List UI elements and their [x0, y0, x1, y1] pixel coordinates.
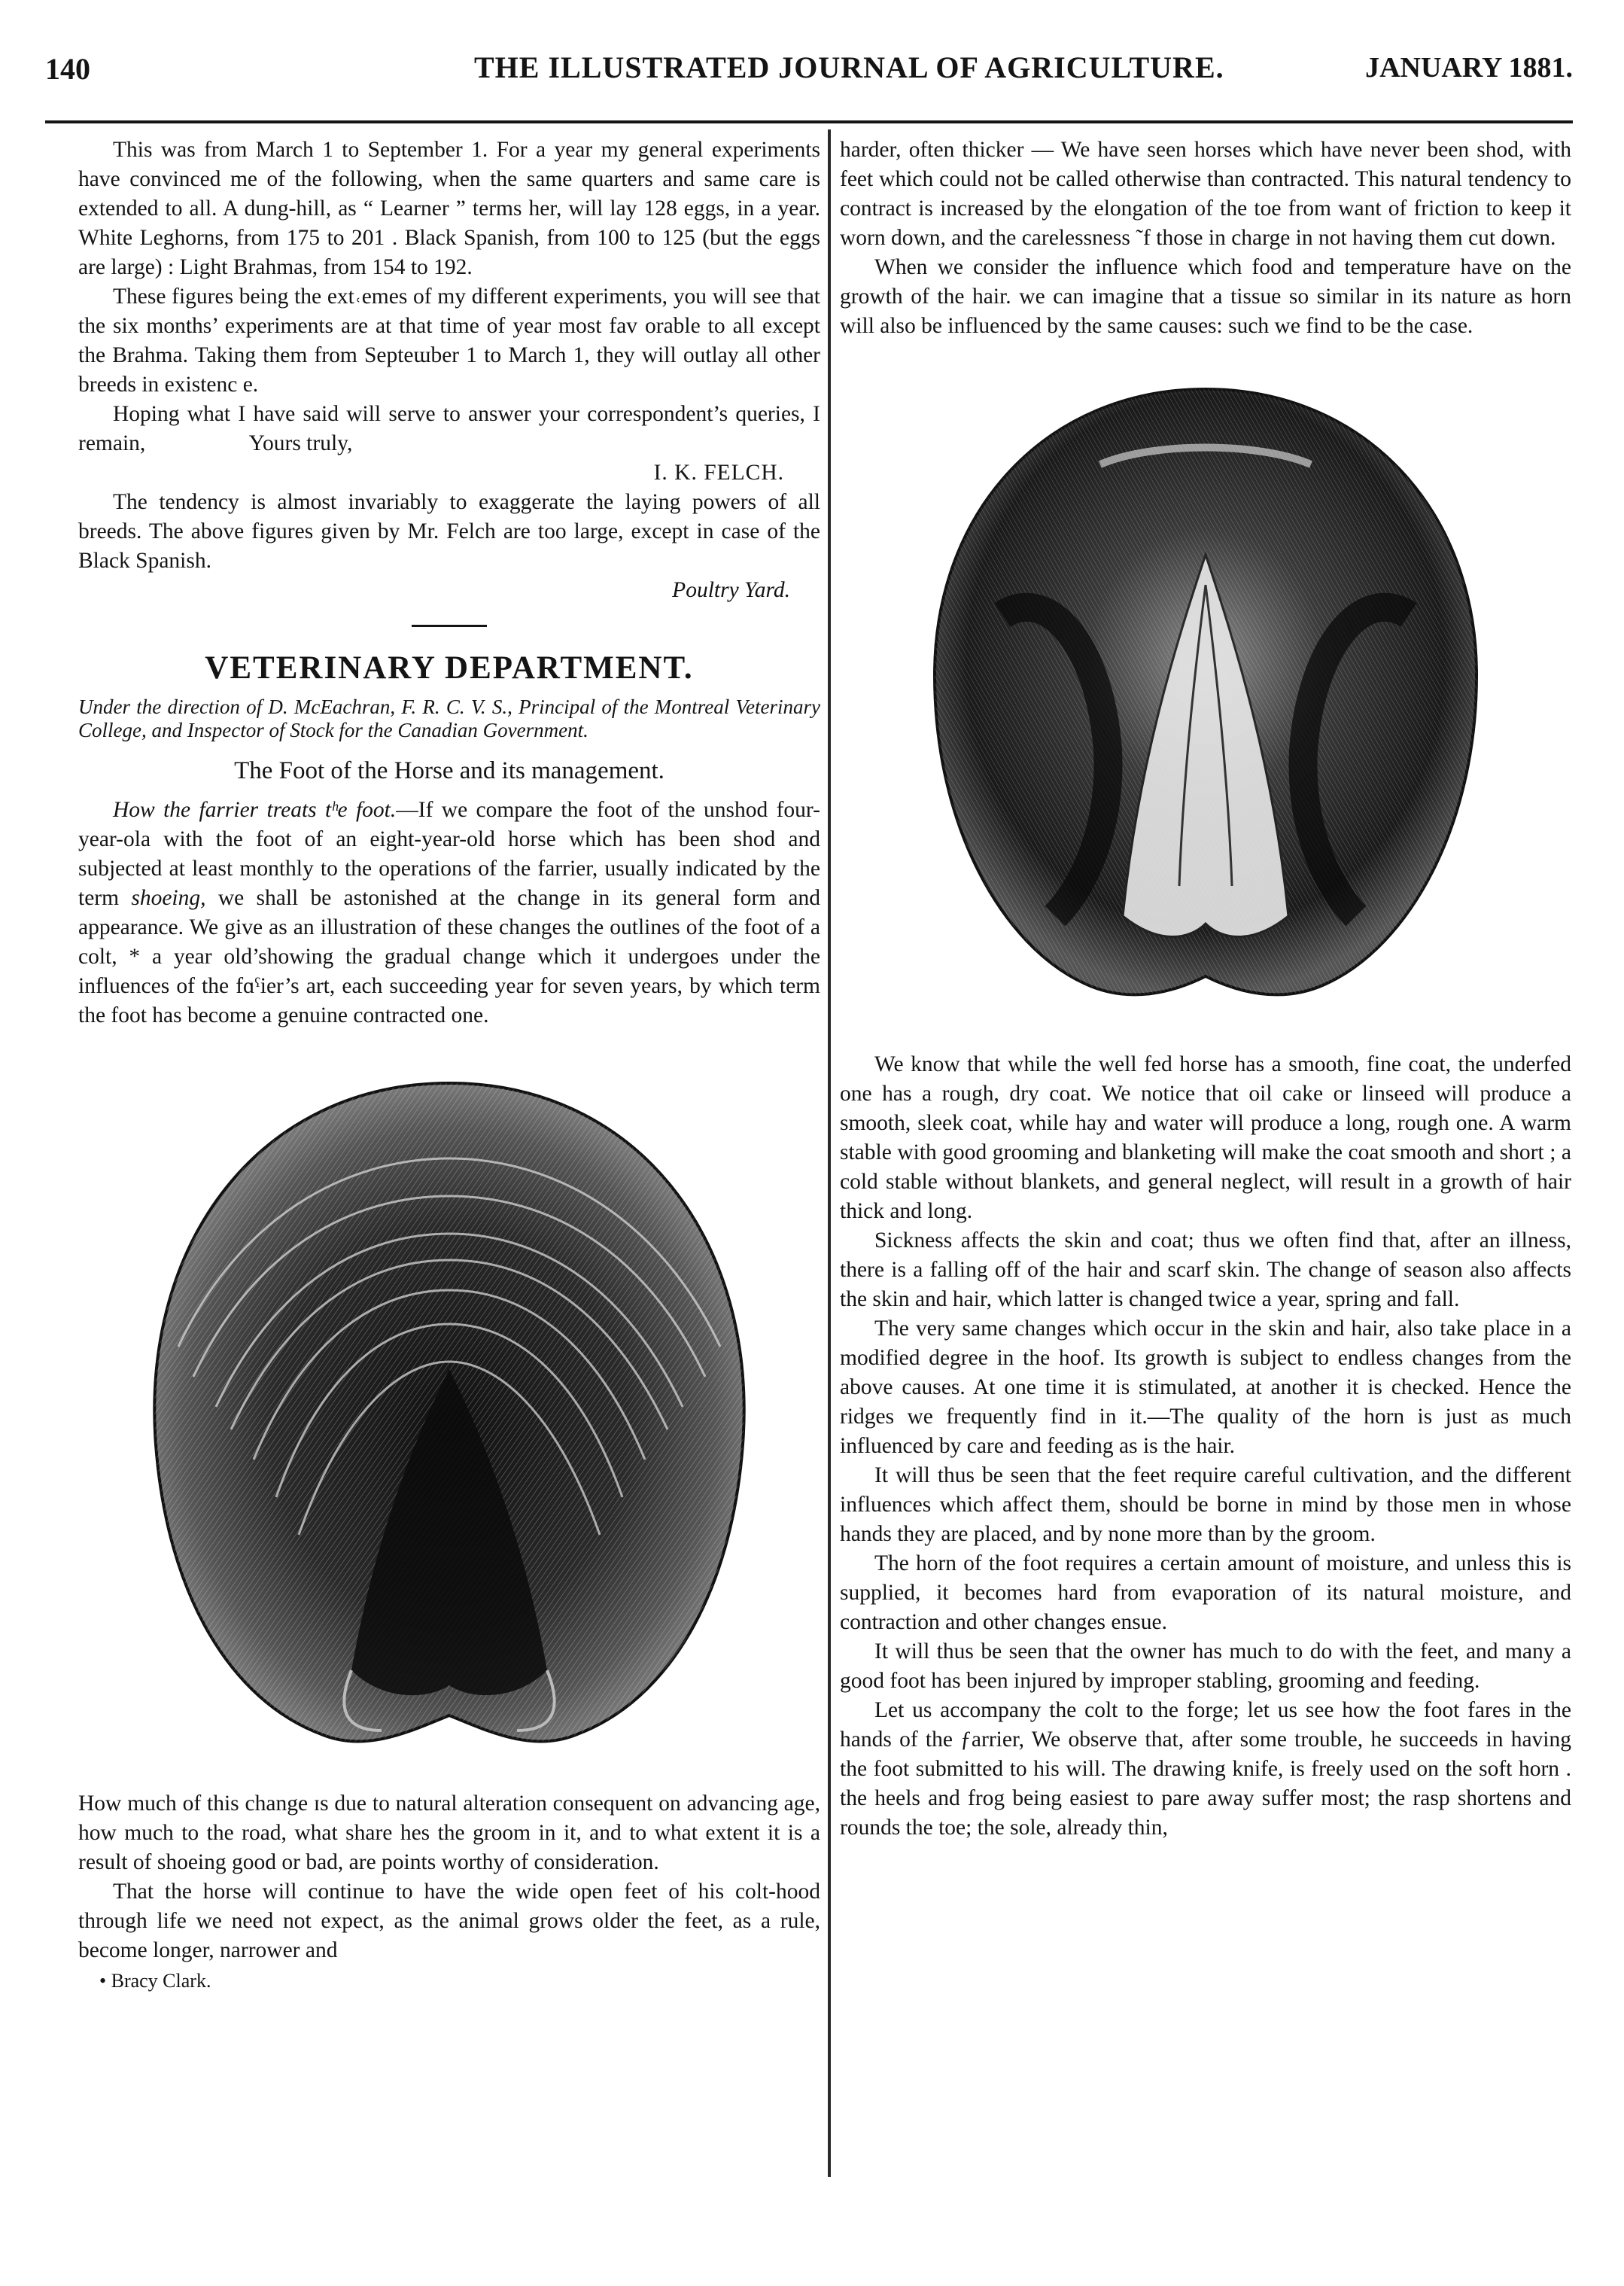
paragraph: How much of this change ɪs due to natural alteration consequent on advancing age, how much to the road, what share hes the groom in it, and to what extent it is a result of shoeing good or bad, are points worthy of consideration. [78, 1791, 820, 1874]
paragraph: The tendency is almost invariably to exaggerate the laying powers of all breeds. The above figures given by Mr. Felch are too large, except in case of the Black Spanish. [78, 490, 820, 573]
signature-line [78, 458, 820, 488]
footnote: • Bracy Clark. [99, 1970, 211, 1992]
paragraph: Let us accompany the colt to the forge; let us see how the foot fares in the hands of the ƒarrier, We observe that, after some trouble, he succeeds in having the foot submitted to his will. The drawing knife, is freely used on the soft horn . the heels and frog being easiest to pare away suffer most; the rasp shortens and rounds the toe; the sole, already thin, [840, 1698, 1571, 1840]
paragraph: Sickness affects the skin and coat; thus we often find that, after an illness, there is a falling off of the hair and scarf skin. The change of season also affects the skin and hair, which latter is changed twice a year, spring and fall. [840, 1228, 1571, 1311]
section-title: VETERINARY DEPARTMENT. [205, 650, 694, 686]
article-title: The Foot of the Horse and its management. [234, 757, 665, 784]
signature: I. K. FELCH. [653, 461, 784, 485]
contracted-hoof-illustration [882, 359, 1529, 1036]
issue-date: JANUARY 1881. [1365, 52, 1573, 84]
paragraph: harder, often thicker — We have seen horses which have never been shod, with feet which could not be called otherwise than contracted. This natural tendency to contract is increased by the elongation of the toe from want of friction to keep it worn down, and the carelessness ˜f those in charge in not having them cut down. [840, 138, 1571, 250]
article-lead: How the farrier treats tʰe foot. [113, 798, 397, 822]
header-rule [45, 120, 1573, 123]
right-column [840, 135, 1571, 1843]
paragraph: We know that while the well fed horse has a smooth, fine coat, the underfed one has a rough, dry coat. We notice that oil cake or linseed will produce a smooth, sleek coat, while hay and water will produce a long, rough one. A warm stable with good grooming and blanketing will make the coat smooth and short ; a cold stable without blankets, and general neglect, will result in a growth of hair thick and long. [840, 1052, 1571, 1223]
page-header [45, 45, 1573, 99]
paragraph [78, 400, 820, 458]
page-number: 140 [45, 52, 90, 86]
source-credit: Poultry Yard. [672, 578, 790, 602]
paragraph: When we consider the influence which food and temperature have on the growth of the hair. we can imagine that a tissue so similar in its nature as horn will also be influenced by the same causes: such we find to be the case. [840, 255, 1571, 338]
journal-title: THE ILLUSTRATED JOURNAL OF AGRICULTURE. [474, 50, 1224, 84]
paragraph: It will thus be seen that the feet require careful cultivation, and the different influences which affect them, should be borne in mind by those men in whose hands they are placed, and by none more than by the groom. [840, 1463, 1571, 1546]
unshod-hoof-illustration [126, 1053, 773, 1776]
paragraph [78, 796, 820, 1030]
column-separator [828, 129, 831, 2177]
paragraph: These figures being the ext˓emes of my different experiments, you will see that the six months’ experiments are at that time of year most fav orable to all except the Brahma. Taking them from Septeɯber 1 to March 1, they will outlay all other breeds in existenc e. [78, 285, 820, 397]
section-subtitle: Under the direction of D. McEachran, F. R. C. V. S., Principal of the Montreal Veterinary College, and Inspector of Stock for the Canadian Government. [78, 696, 820, 741]
paragraph-text: —If we compare the foot of the unshod four-year-ola with the foot of an eight-year-old horse which has been shod and subjected at least monthly to the operations of the farrier, usually indicated by the term [78, 798, 820, 910]
left-column [78, 135, 820, 1994]
emphasis: shoeing, [131, 886, 206, 910]
paragraph: This was from March 1 to September 1. For a year my general experiments have convinced me of the following, when the same quarters and same care is extended to all. A dung-hill, as “ Learner ” terms her, will lay 128 eggs, in a year. White Leghorns, from 175 to 201 . Black Spanish, from 100 to 125 (but the eggs are large) : Light Brahmas, from 154 to 192. [78, 138, 820, 279]
section-divider [412, 625, 487, 627]
paragraph: It will thus be seen that the owner has much to do with the feet, and many a good foot has been injured by improper stabling, grooming and feeding. [840, 1639, 1571, 1693]
paragraph-text: we shall be astonished at the change in its general form and appearance. We give as an illustration of these changes the outlines of the foot of a colt, * a year old’showing the gradual change which it undergoes under the influences of the fɑˤier’s art, each succeeding year for seven years, by which term the foot has become a genuine contracted one. [78, 886, 820, 1027]
paragraph: The horn of the foot requires a certain amount of moisture, and unless this is supplied, it becomes hard from evaporation of its natural moisture, and contraction and other changes ensue. [840, 1551, 1571, 1634]
valediction: Yours truly, [248, 431, 353, 455]
paragraph: That the horse will continue to have the wide open feet of his colt-hood through life we need not expect, as the animal grows older the feet, as a rule, become longer, narrower and [78, 1880, 820, 1962]
closing-text: Hoping what I have said will serve to answer your correspondent’s queries, I remain, [78, 402, 820, 455]
paragraph: The very same changes which occur in the skin and hair, also take place in a modified degree in the hoof. Its growth is subject to endless changes from the above causes. At one time it is stimulated, at another it is checked. Hence the ridges we frequently find in it.—The quality of the horn is just as much influenced by care and feeding as is the hair. [840, 1317, 1571, 1458]
